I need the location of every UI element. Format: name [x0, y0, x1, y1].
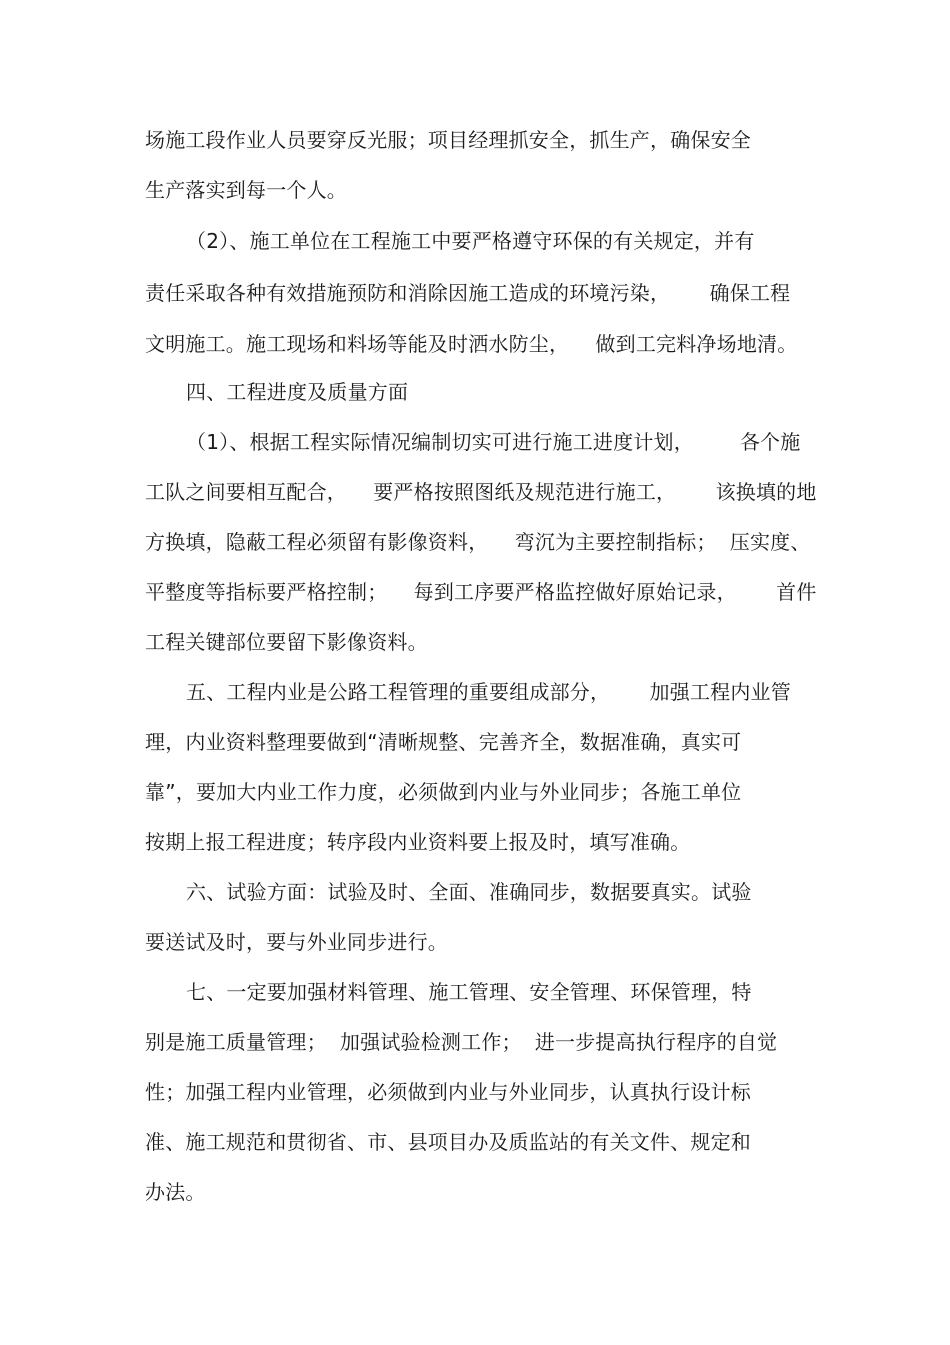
text-line: 六、试验方面：试验及时、全面、准确同步，数据要真实。试验 [186, 880, 752, 904]
text-line: 工队之间要相互配合， 要严格按照图纸及规范进行施工， 该换填的地 [145, 480, 817, 504]
text-line: 责任采取各种有效措施预防和消除因施工造成的环境污染， 确保工程 [145, 281, 791, 305]
text-line: （1）、根据工程实际情况编制切实可进行施工进度计划， 各个施 [186, 430, 801, 454]
text-line: 按期上报工程进度；转序段内业资料要上报及时，填写准确。 [145, 830, 691, 854]
text-line: 要送试及时，要与外业同步进行。 [145, 930, 448, 954]
text-line: 方换填，隐蔽工程必须留有影像资料， 弯沉为主要控制指标； 压实度、 [145, 530, 811, 554]
text-line: （2）、施工单位在工程施工中要严格遵守环保的有关规定，并有 [186, 229, 755, 253]
text-line: 准、施工规范和贯彻省、市、县项目办及质监站的有关文件、规定和 [145, 1130, 751, 1154]
text-line: 文明施工。施工现场和料场等能及时洒水防尘， 做到工完料净场地清。 [145, 332, 798, 356]
text-line: 理，内业资料整理要做到“清晰规整、完善齐全，数据准确，真实可 [145, 730, 742, 754]
text-line: 场施工段作业人员要穿反光服；项目经理抓安全，抓生产，确保安全 [145, 128, 751, 152]
text-line: 工程关键部位要留下影像资料。 [145, 630, 428, 654]
text-line: 七、一定要加强材料管理、施工管理、安全管理、环保管理，特 [186, 980, 752, 1004]
text-line: 平整度等指标要严格控制； 每到工序要严格监控做好原始记录， 首件 [145, 580, 817, 604]
text-line: 别是施工质量管理； 加强试验检测工作； 进一步提高执行程序的自觉 [145, 1030, 778, 1054]
text-line: 性；加强工程内业管理，必须做到内业与外业同步，认真执行设计标 [145, 1080, 751, 1104]
text-line: 五、工程内业是公路工程管理的重要组成部分， 加强工程内业管 [186, 680, 791, 704]
text-line: 办法。 [145, 1180, 206, 1204]
text-line: 靠”，要加大内业工作力度，必须做到内业与外业同步；各施工单位 [145, 780, 742, 804]
section-heading: 四、工程进度及质量方面 [186, 380, 409, 404]
text-line: 生产落实到每一个人。 [145, 178, 347, 202]
